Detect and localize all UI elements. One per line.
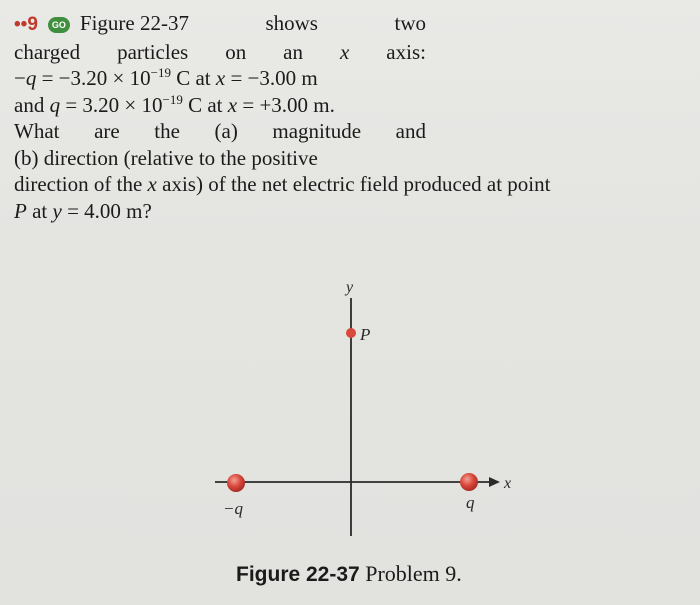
positive-charge-ball [460, 473, 478, 491]
problem-line-4: and $q = 3.20 \times 10^{-19}$ C at x = +3.00 m. [14, 91, 335, 117]
go-badge-icon: GO [48, 17, 70, 33]
problem-line-1: ••9 GO Figure 22-37 shows two [14, 11, 426, 35]
point-p-marker [346, 328, 356, 338]
difficulty-dots: •• [14, 14, 28, 35]
figure-caption [236, 561, 462, 587]
negative-charge-label: −q [223, 499, 243, 518]
problem-number: 9 [27, 14, 38, 35]
x-axis-arrow-icon [489, 477, 500, 487]
problem-line-5: What are the (a) magnitude and [14, 119, 426, 143]
problem-line-6: (b) direction (relative to the positive [14, 145, 318, 170]
problem-line-2: charged particles on an x axis: [14, 39, 426, 64]
problem-line-8: P at y = 4.00 m? [14, 198, 152, 223]
problem-line-7: direction of the x axis) of the net electric field produced at point [14, 172, 551, 196]
problem-line-3: $-q = -3.20 \times 10^{-19}$ C at x = −3.00 m [14, 65, 318, 90]
figure-caption-label: Figure 22-37 [236, 563, 360, 586]
figure-caption-text: Problem 9. [359, 561, 462, 586]
negative-charge-ball [227, 474, 245, 492]
x-axis-label: x [504, 475, 512, 492]
positive-charge-label: q [466, 493, 475, 512]
point-p-label: P [360, 325, 371, 344]
y-axis-label: y [346, 279, 354, 296]
